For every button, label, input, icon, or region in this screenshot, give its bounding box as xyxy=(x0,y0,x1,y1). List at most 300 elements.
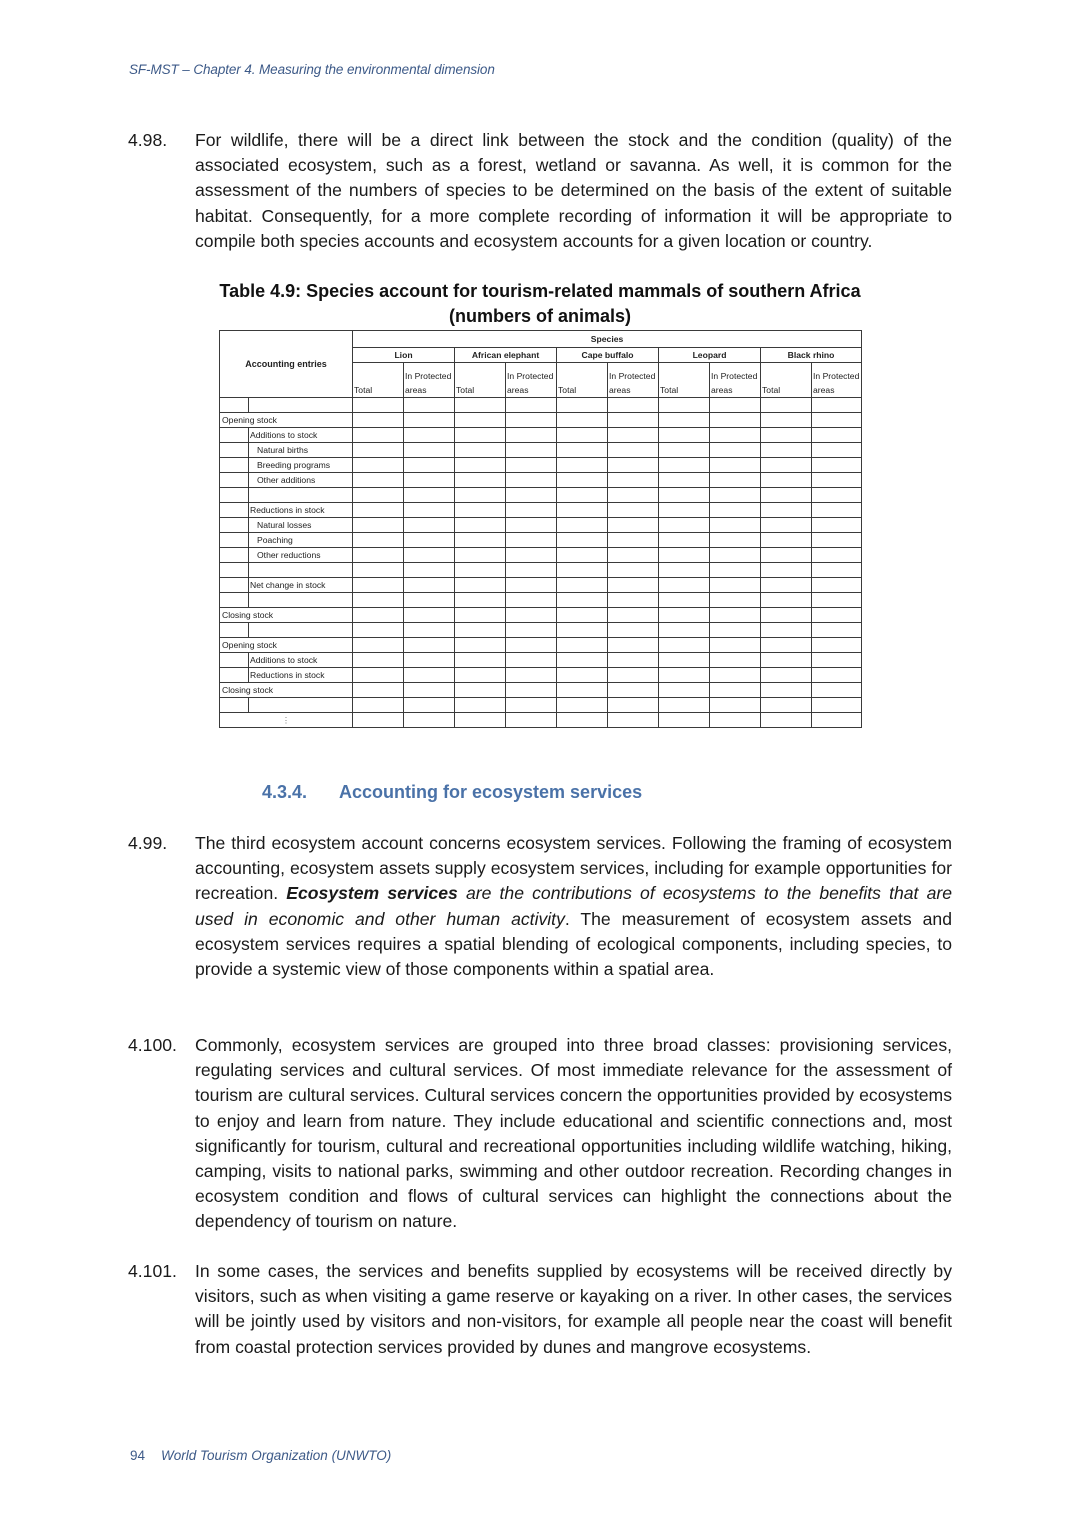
value-cell xyxy=(353,503,404,518)
row-label xyxy=(249,488,353,503)
table-caption-line1: Table 4.9: Species account for tourism-related mammals of southern Africa xyxy=(219,281,861,301)
value-cell xyxy=(455,698,506,713)
row-indent-cell xyxy=(220,698,249,713)
value-cell xyxy=(710,473,761,488)
header-line: In Protected xyxy=(711,371,758,381)
value-cell xyxy=(659,653,710,668)
value-cell xyxy=(812,398,862,413)
row-indent-cell xyxy=(220,473,249,488)
value-cell xyxy=(710,428,761,443)
row-label: Closing stock xyxy=(220,608,353,623)
value-cell xyxy=(557,533,608,548)
row-label: Other additions xyxy=(249,473,353,488)
value-cell xyxy=(812,548,862,563)
value-cell xyxy=(761,398,812,413)
value-cell xyxy=(761,683,812,698)
value-cell xyxy=(710,518,761,533)
value-cell xyxy=(404,503,455,518)
value-cell xyxy=(710,578,761,593)
value-cell xyxy=(761,698,812,713)
value-cell xyxy=(455,608,506,623)
value-cell xyxy=(659,503,710,518)
value-cell xyxy=(812,443,862,458)
species-name-header: Lion xyxy=(353,348,455,363)
value-cell xyxy=(812,563,862,578)
value-cell xyxy=(455,473,506,488)
value-cell xyxy=(455,413,506,428)
value-cell xyxy=(557,488,608,503)
row-indent-cell xyxy=(220,518,249,533)
value-cell xyxy=(812,623,862,638)
value-cell xyxy=(659,578,710,593)
value-cell xyxy=(353,458,404,473)
value-cell xyxy=(455,653,506,668)
species-name-header: African elephant xyxy=(455,348,557,363)
value-cell xyxy=(404,473,455,488)
value-cell xyxy=(608,428,659,443)
value-cell xyxy=(659,473,710,488)
paragraph-4-98 xyxy=(128,128,952,254)
value-cell xyxy=(608,638,659,653)
value-cell xyxy=(506,668,557,683)
row-label: Additions to stock xyxy=(249,428,353,443)
table-row xyxy=(220,593,862,608)
value-cell xyxy=(557,638,608,653)
header-line: areas xyxy=(507,385,529,395)
value-cell xyxy=(557,608,608,623)
value-cell xyxy=(812,533,862,548)
value-cell xyxy=(353,608,404,623)
value-cell xyxy=(608,503,659,518)
value-cell xyxy=(608,413,659,428)
value-cell xyxy=(404,638,455,653)
value-cell xyxy=(812,653,862,668)
value-cell xyxy=(659,563,710,578)
value-cell xyxy=(455,563,506,578)
value-cell xyxy=(659,593,710,608)
value-cell xyxy=(761,638,812,653)
value-cell xyxy=(659,548,710,563)
value-cell xyxy=(353,518,404,533)
paragraph-4-100 xyxy=(128,1033,952,1235)
value-cell xyxy=(608,578,659,593)
value-cell xyxy=(455,503,506,518)
value-cell xyxy=(353,593,404,608)
value-cell xyxy=(659,533,710,548)
header-line: areas xyxy=(609,385,631,395)
table-row xyxy=(220,578,862,593)
value-cell xyxy=(761,533,812,548)
value-cell xyxy=(557,503,608,518)
header-line: areas xyxy=(405,385,427,395)
row-indent-cell xyxy=(220,428,249,443)
protected-areas-column-header xyxy=(710,363,761,398)
value-cell xyxy=(608,713,659,728)
value-cell xyxy=(404,398,455,413)
value-cell xyxy=(353,683,404,698)
value-cell xyxy=(710,683,761,698)
value-cell xyxy=(812,593,862,608)
value-cell xyxy=(506,473,557,488)
paragraph-number: 4.100. xyxy=(128,1035,177,1055)
value-cell xyxy=(608,518,659,533)
value-cell xyxy=(608,548,659,563)
value-cell xyxy=(506,458,557,473)
value-cell xyxy=(608,623,659,638)
value-cell xyxy=(557,428,608,443)
table-row xyxy=(220,713,862,728)
row-indent-cell xyxy=(220,533,249,548)
row-indent-cell xyxy=(220,578,249,593)
value-cell xyxy=(608,593,659,608)
value-cell xyxy=(557,653,608,668)
paragraph-4-99 xyxy=(128,831,952,982)
value-cell xyxy=(659,488,710,503)
value-cell xyxy=(557,458,608,473)
value-cell xyxy=(659,668,710,683)
value-cell xyxy=(659,698,710,713)
value-cell xyxy=(812,518,862,533)
value-cell xyxy=(710,443,761,458)
table-row xyxy=(220,428,862,443)
value-cell xyxy=(557,398,608,413)
value-cell xyxy=(608,608,659,623)
value-cell xyxy=(557,668,608,683)
value-cell xyxy=(659,428,710,443)
row-label: Opening stock xyxy=(220,638,353,653)
value-cell xyxy=(557,623,608,638)
species-name-header: Leopard xyxy=(659,348,761,363)
value-cell xyxy=(659,623,710,638)
value-cell xyxy=(506,713,557,728)
row-indent-cell xyxy=(220,398,249,413)
row-label: Natural births xyxy=(249,443,353,458)
value-cell xyxy=(353,488,404,503)
value-cell xyxy=(455,533,506,548)
paragraph-4-101 xyxy=(128,1259,952,1360)
value-cell xyxy=(506,563,557,578)
row-indent-cell xyxy=(220,563,249,578)
paragraph-number: 4.101. xyxy=(128,1261,177,1281)
value-cell xyxy=(812,608,862,623)
value-cell xyxy=(710,668,761,683)
protected-areas-column-header xyxy=(812,363,862,398)
value-cell xyxy=(506,593,557,608)
table-row xyxy=(220,398,862,413)
table-row xyxy=(220,443,862,458)
value-cell xyxy=(608,533,659,548)
value-cell xyxy=(710,653,761,668)
value-cell xyxy=(659,608,710,623)
table-row xyxy=(220,413,862,428)
value-cell xyxy=(404,668,455,683)
page-number: 94 xyxy=(130,1448,146,1463)
species-header: Species xyxy=(353,331,862,348)
value-cell xyxy=(761,443,812,458)
value-cell xyxy=(608,698,659,713)
value-cell xyxy=(353,443,404,458)
value-cell xyxy=(353,548,404,563)
value-cell xyxy=(506,533,557,548)
value-cell xyxy=(608,473,659,488)
value-cell xyxy=(812,638,862,653)
value-cell xyxy=(608,398,659,413)
value-cell xyxy=(710,413,761,428)
header-line: areas xyxy=(711,385,733,395)
value-cell xyxy=(557,593,608,608)
table-row xyxy=(220,503,862,518)
value-cell xyxy=(608,443,659,458)
value-cell xyxy=(710,638,761,653)
value-cell xyxy=(761,458,812,473)
value-cell xyxy=(812,683,862,698)
protected-areas-column-header xyxy=(608,363,659,398)
value-cell xyxy=(404,458,455,473)
value-cell xyxy=(761,473,812,488)
value-cell xyxy=(557,698,608,713)
value-cell xyxy=(404,593,455,608)
table-row xyxy=(220,473,862,488)
value-cell xyxy=(659,443,710,458)
value-cell xyxy=(659,638,710,653)
value-cell xyxy=(659,518,710,533)
protected-areas-column-header xyxy=(506,363,557,398)
table-row xyxy=(220,653,862,668)
value-cell xyxy=(404,608,455,623)
paragraph-text: For wildlife, there will be a direct link between the stock and the condition (quality) of the associated ecosystem, such as a forest, wetland or savanna. As well, it is common for the assessment of the numbers of species to be determined on the basis of the extent of suitable habitat. Consequently, for a more complete recording of information it will be appropriate to compile both species accounts and ecosystem accounts for a given location or country. xyxy=(195,130,952,251)
value-cell xyxy=(455,668,506,683)
value-cell xyxy=(659,398,710,413)
row-label: Natural losses xyxy=(249,518,353,533)
value-cell xyxy=(710,698,761,713)
table-row xyxy=(220,488,862,503)
row-label: Net change in stock xyxy=(249,578,353,593)
value-cell xyxy=(761,413,812,428)
value-cell xyxy=(404,548,455,563)
value-cell xyxy=(557,473,608,488)
value-cell xyxy=(710,608,761,623)
value-cell xyxy=(557,413,608,428)
value-cell xyxy=(608,488,659,503)
value-cell xyxy=(353,533,404,548)
paragraph-number: 4.99. xyxy=(128,833,168,853)
value-cell xyxy=(710,563,761,578)
value-cell xyxy=(710,533,761,548)
value-cell xyxy=(455,443,506,458)
value-cell xyxy=(761,593,812,608)
value-cell xyxy=(455,488,506,503)
table-caption-line2: (numbers of animals) xyxy=(448,306,632,326)
definition-term: Ecosystem services xyxy=(286,883,458,904)
value-cell xyxy=(761,518,812,533)
table-row xyxy=(220,638,862,653)
value-cell xyxy=(659,458,710,473)
value-cell xyxy=(761,713,812,728)
value-cell xyxy=(506,443,557,458)
value-cell xyxy=(608,683,659,698)
value-cell xyxy=(506,398,557,413)
value-cell xyxy=(506,428,557,443)
value-cell xyxy=(710,503,761,518)
value-cell xyxy=(761,503,812,518)
row-label xyxy=(249,398,353,413)
species-name-header: Cape buffalo xyxy=(557,348,659,363)
value-cell xyxy=(812,413,862,428)
value-cell xyxy=(455,548,506,563)
table-row xyxy=(220,563,862,578)
row-label: Reductions in stock xyxy=(249,503,353,518)
value-cell xyxy=(353,473,404,488)
total-column-header: Total xyxy=(659,363,710,398)
value-cell xyxy=(557,713,608,728)
value-cell xyxy=(506,653,557,668)
row-indent-cell xyxy=(220,443,249,458)
value-cell xyxy=(404,413,455,428)
value-cell xyxy=(659,713,710,728)
text-span: The third ecosystem account concerns ecosystem services. Following the framing of ecosystem accounting, ecosystem assets supply ecosystem services, including for example opportunities for recreation. xyxy=(195,833,952,904)
value-cell xyxy=(455,428,506,443)
value-cell xyxy=(404,488,455,503)
row-indent-cell xyxy=(220,458,249,473)
page-footer xyxy=(130,1448,391,1463)
value-cell xyxy=(455,713,506,728)
total-column-header: Total xyxy=(353,363,404,398)
value-cell xyxy=(710,398,761,413)
row-indent-cell xyxy=(220,668,249,683)
row-label: Breeding programs xyxy=(249,458,353,473)
value-cell xyxy=(506,488,557,503)
value-cell xyxy=(761,548,812,563)
value-cell xyxy=(404,653,455,668)
row-label xyxy=(249,593,353,608)
row-label: Poaching xyxy=(249,533,353,548)
value-cell xyxy=(455,458,506,473)
value-cell xyxy=(557,548,608,563)
value-cell xyxy=(404,443,455,458)
value-cell xyxy=(761,578,812,593)
value-cell xyxy=(353,563,404,578)
section-heading xyxy=(262,782,642,803)
value-cell xyxy=(812,713,862,728)
value-cell xyxy=(506,518,557,533)
value-cell xyxy=(761,563,812,578)
value-cell xyxy=(812,698,862,713)
protected-areas-column-header xyxy=(404,363,455,398)
value-cell xyxy=(710,623,761,638)
value-cell xyxy=(608,563,659,578)
row-indent-cell xyxy=(220,548,249,563)
row-indent-cell xyxy=(220,488,249,503)
value-cell xyxy=(353,578,404,593)
value-cell xyxy=(353,668,404,683)
value-cell xyxy=(812,428,862,443)
total-column-header: Total xyxy=(557,363,608,398)
table-row xyxy=(220,458,862,473)
value-cell xyxy=(353,398,404,413)
table-caption xyxy=(190,279,890,329)
value-cell xyxy=(353,638,404,653)
row-label: Other reductions xyxy=(249,548,353,563)
value-cell xyxy=(812,458,862,473)
row-label: Closing stock xyxy=(220,683,353,698)
value-cell xyxy=(353,653,404,668)
value-cell xyxy=(557,518,608,533)
table-row xyxy=(220,548,862,563)
value-cell xyxy=(710,593,761,608)
value-cell xyxy=(404,533,455,548)
value-cell xyxy=(812,488,862,503)
value-cell xyxy=(455,518,506,533)
value-cell xyxy=(506,698,557,713)
value-cell xyxy=(812,473,862,488)
table-row xyxy=(220,533,862,548)
value-cell xyxy=(455,683,506,698)
value-cell xyxy=(506,623,557,638)
value-cell xyxy=(506,413,557,428)
value-cell xyxy=(761,608,812,623)
value-cell xyxy=(404,698,455,713)
value-cell xyxy=(353,698,404,713)
table-body xyxy=(220,398,862,728)
value-cell xyxy=(404,623,455,638)
paragraph-text xyxy=(195,831,952,982)
value-cell xyxy=(557,563,608,578)
value-cell xyxy=(404,518,455,533)
footer-organization: World Tourism Organization (UNWTO) xyxy=(161,1448,392,1463)
value-cell xyxy=(659,413,710,428)
row-label: Additions to stock xyxy=(249,653,353,668)
value-cell xyxy=(812,503,862,518)
row-label: Reductions in stock xyxy=(249,668,353,683)
row-indent-cell xyxy=(220,593,249,608)
value-cell xyxy=(761,668,812,683)
value-cell xyxy=(710,713,761,728)
running-header: SF-MST – Chapter 4. Measuring the environmental dimension xyxy=(129,62,495,77)
value-cell xyxy=(506,548,557,563)
text-span: . The measurement of ecosystem assets and ecosystem services requires a spatial blending of ecological components, including species, to provide a systemic view of those components within a spatial area. xyxy=(195,908,952,980)
row-label xyxy=(249,563,353,578)
value-cell xyxy=(761,623,812,638)
section-number: 4.3.4. xyxy=(262,782,308,802)
value-cell xyxy=(506,608,557,623)
value-cell xyxy=(404,578,455,593)
table-row xyxy=(220,608,862,623)
value-cell xyxy=(404,683,455,698)
value-cell xyxy=(812,578,862,593)
value-cell xyxy=(710,548,761,563)
value-cell xyxy=(557,443,608,458)
paragraph-text: In some cases, the services and benefits supplied by ecosystems will be received directly by visitors, such as when visiting a game reserve or kayaking on a river. In other cases, the services will be jointly used by visitors and non-visitors, for example all people near the coast will benefit from coastal protection services provided by dunes and mangrove ecosystems. xyxy=(195,1261,952,1357)
value-cell xyxy=(353,623,404,638)
value-cell xyxy=(812,668,862,683)
accounting-entries-header: Accounting entries xyxy=(220,331,353,398)
total-column-header: Total xyxy=(761,363,812,398)
value-cell xyxy=(353,713,404,728)
table-row xyxy=(220,683,862,698)
value-cell xyxy=(557,578,608,593)
value-cell xyxy=(710,458,761,473)
row-label xyxy=(249,623,353,638)
table-row xyxy=(220,668,862,683)
value-cell xyxy=(608,668,659,683)
row-label xyxy=(249,698,353,713)
definition-text: are the contributions of ecosystems to the benefits that are used in economic and other human activity xyxy=(195,883,953,929)
value-cell xyxy=(608,653,659,668)
value-cell xyxy=(506,638,557,653)
value-cell xyxy=(761,428,812,443)
header-line: In Protected xyxy=(507,371,554,381)
row-indent-cell xyxy=(220,623,249,638)
